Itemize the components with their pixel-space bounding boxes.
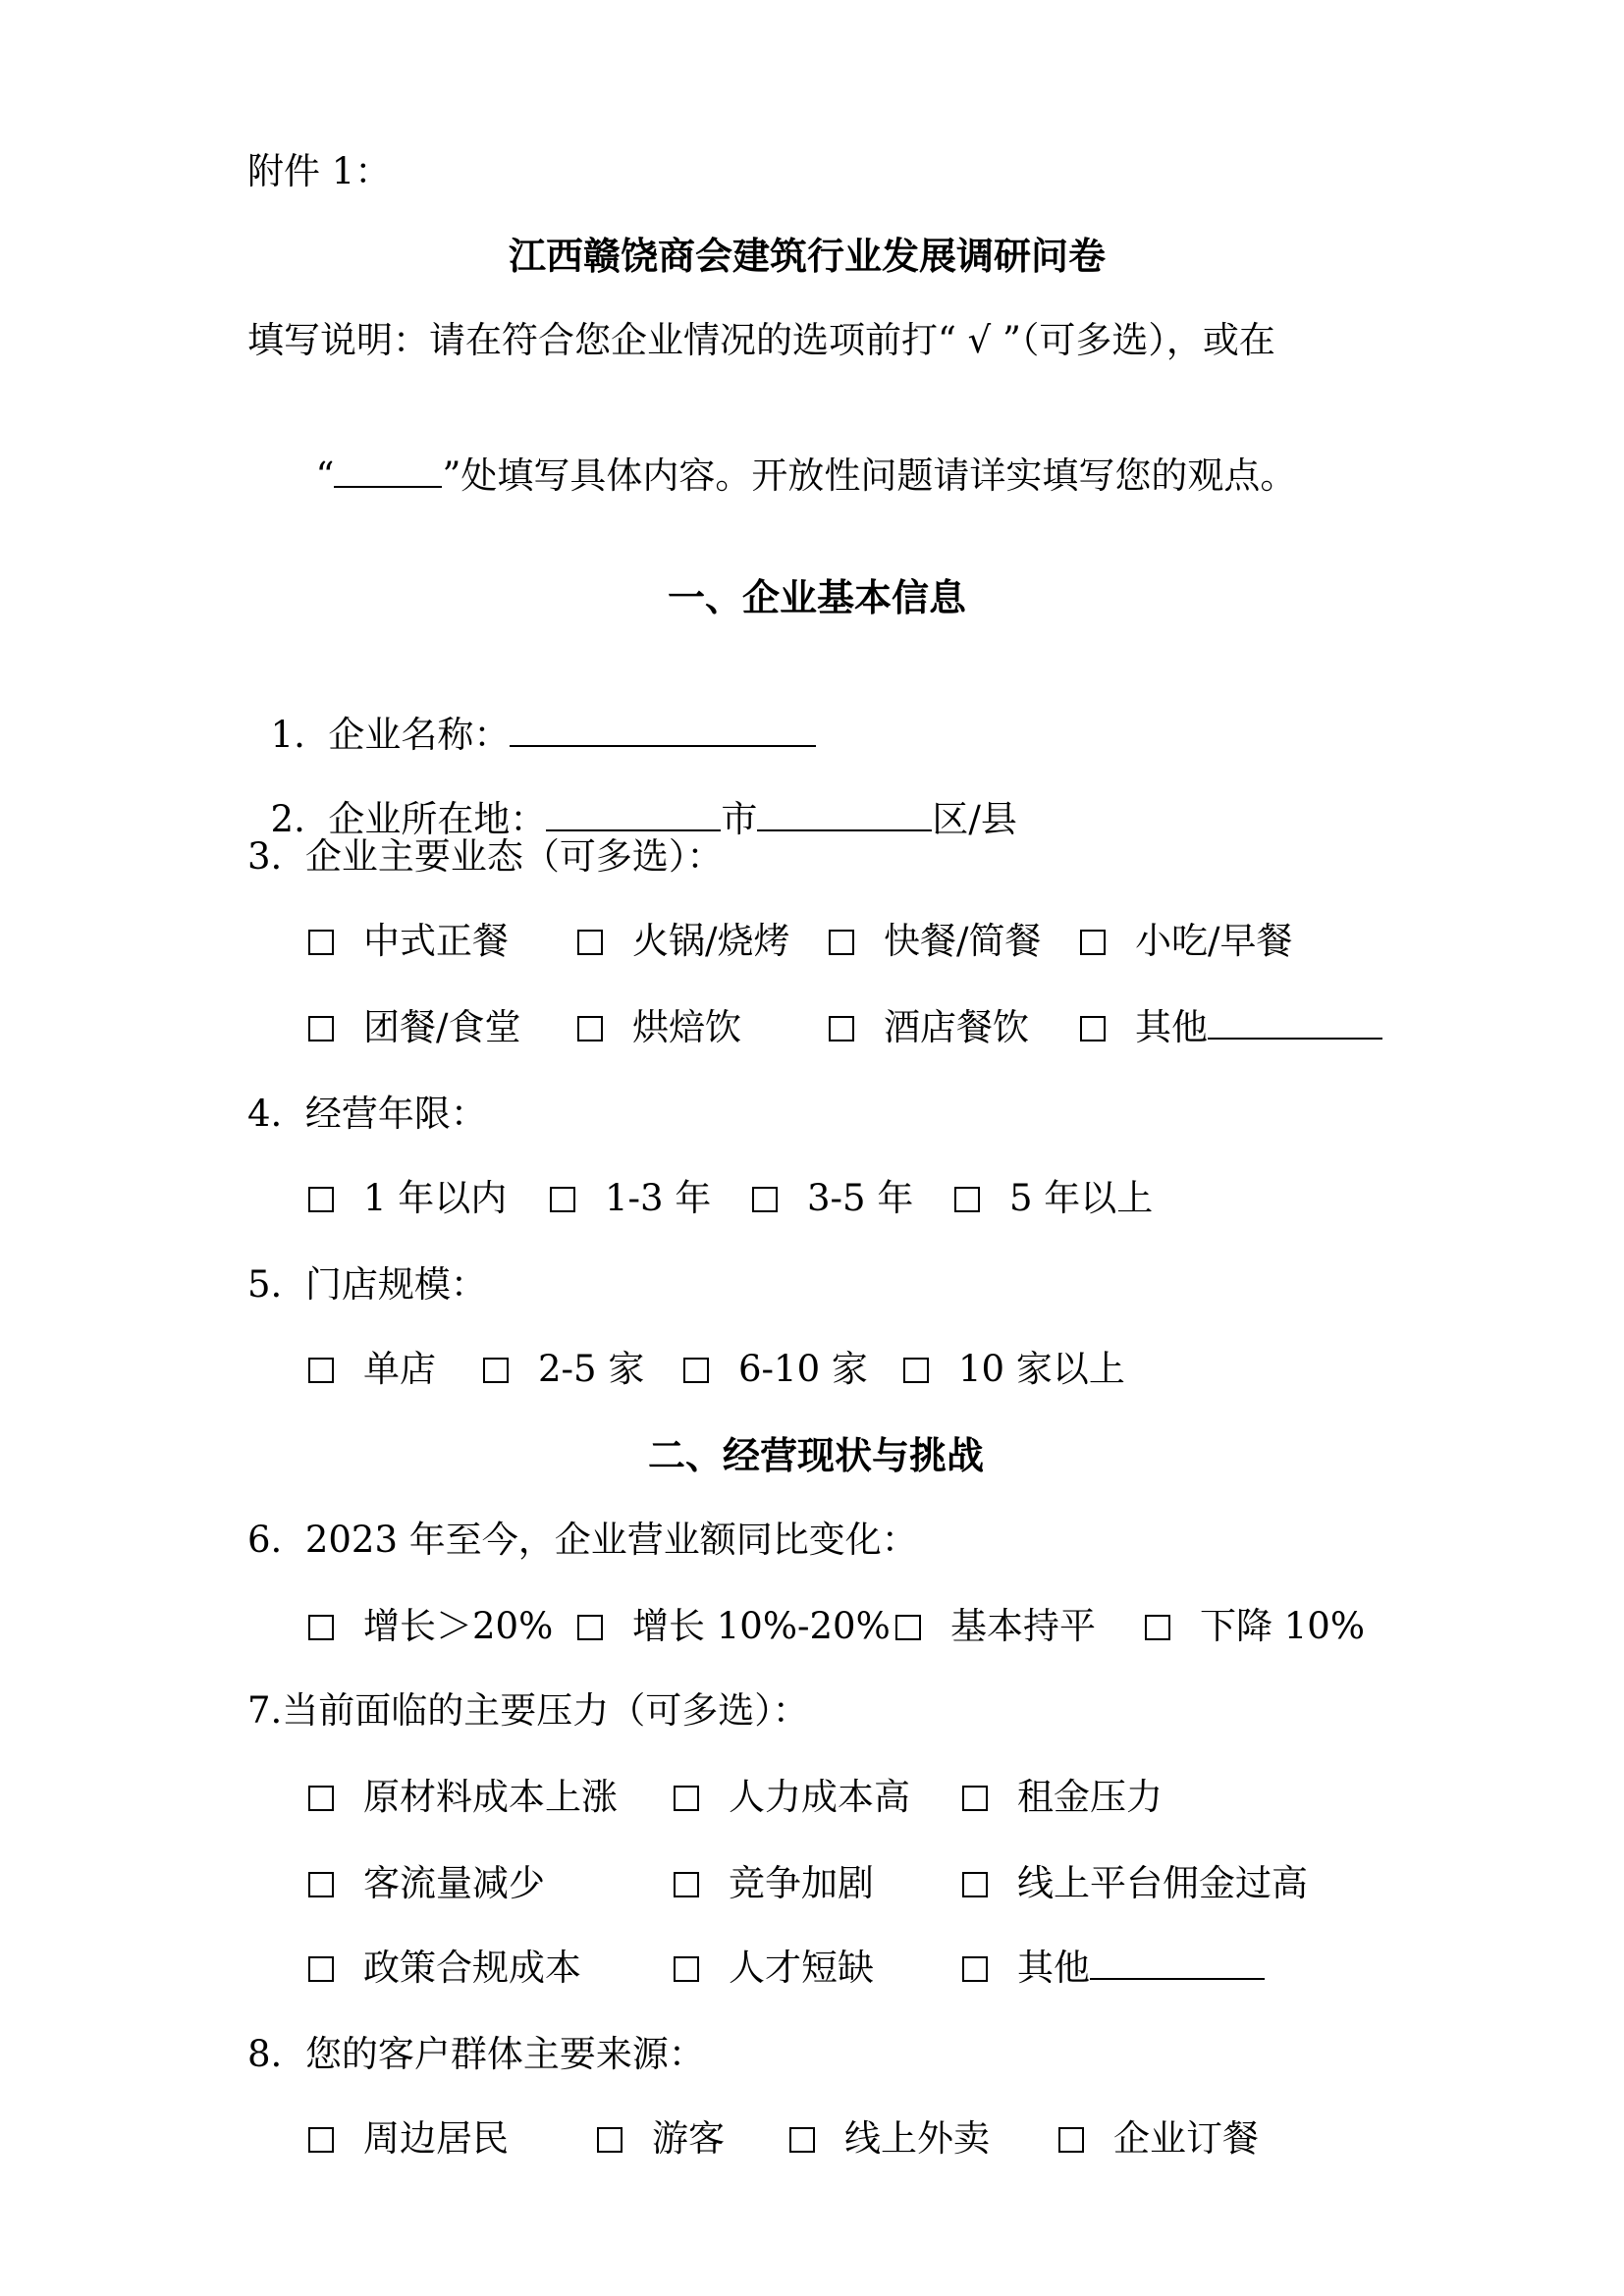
other-field[interactable] bbox=[1208, 1004, 1382, 1040]
checkbox[interactable] bbox=[829, 1016, 854, 1041]
q5-option[interactable] bbox=[683, 1345, 868, 1394]
option-label: 周边居民 bbox=[363, 2117, 509, 2160]
checkbox[interactable] bbox=[752, 1187, 778, 1212]
question-1-label: 1. 企业名称： bbox=[270, 714, 511, 756]
q5-option[interactable] bbox=[903, 1345, 1125, 1394]
q3-option[interactable] bbox=[829, 1003, 1029, 1052]
q5-option[interactable] bbox=[483, 1345, 644, 1394]
option-label: 下降 10% bbox=[1200, 1605, 1365, 1647]
city-unit: 市 bbox=[721, 798, 758, 840]
checkbox[interactable] bbox=[577, 1615, 603, 1640]
q7-option[interactable] bbox=[674, 1773, 910, 1822]
checkbox[interactable] bbox=[577, 930, 603, 955]
option-label: 小吃/早餐 bbox=[1135, 920, 1293, 962]
q7-option-other[interactable] bbox=[962, 1944, 1265, 1993]
checkbox[interactable] bbox=[308, 1187, 334, 1212]
option-label: 租金压力 bbox=[1017, 1776, 1163, 1818]
option-label: 线上外卖 bbox=[844, 2117, 990, 2160]
option-label: 1-3 年 bbox=[605, 1177, 712, 1219]
checkbox[interactable] bbox=[550, 1187, 575, 1212]
question-6-label: 6. 2023 年至今，企业营业额同比变化： bbox=[247, 1519, 918, 1561]
q4-option[interactable] bbox=[550, 1174, 711, 1223]
checkbox[interactable] bbox=[308, 1786, 334, 1811]
checkbox[interactable] bbox=[308, 1358, 334, 1383]
checkbox[interactable] bbox=[674, 1872, 699, 1897]
q3-option[interactable] bbox=[577, 917, 789, 966]
checkbox[interactable] bbox=[577, 1016, 603, 1041]
question-2-label: 2. 企业所在地： bbox=[270, 798, 547, 840]
option-label: 快餐/简餐 bbox=[884, 920, 1042, 962]
document-title: 江西赣饶商会建筑行业发展调研问卷 bbox=[509, 235, 1107, 278]
q7-option[interactable] bbox=[308, 1944, 581, 1993]
option-label: 6-10 家 bbox=[738, 1348, 868, 1390]
q4-option[interactable] bbox=[308, 1174, 507, 1223]
option-label: 游客 bbox=[652, 2117, 725, 2160]
q8-option[interactable] bbox=[1058, 2114, 1259, 2163]
option-label: 其他 bbox=[1017, 1947, 1090, 1989]
option-label: 增长 10%-20% bbox=[632, 1605, 891, 1647]
q3-option[interactable] bbox=[308, 917, 509, 966]
option-label: 酒店餐饮 bbox=[884, 1006, 1029, 1048]
checkbox[interactable] bbox=[829, 930, 854, 955]
option-label: 5 年以上 bbox=[1009, 1177, 1154, 1219]
q8-option[interactable] bbox=[789, 2114, 990, 2163]
city-field[interactable] bbox=[546, 796, 721, 831]
option-label: 客流量减少 bbox=[363, 1862, 545, 1904]
checkbox[interactable] bbox=[683, 1358, 709, 1383]
option-label: 2-5 家 bbox=[538, 1348, 645, 1390]
question-8-label: 8. 您的客户群体主要来源： bbox=[247, 2033, 705, 2075]
instructions-quote-open: “ bbox=[315, 454, 335, 497]
section-1-heading: 一、企业基本信息 bbox=[668, 576, 967, 619]
checkbox[interactable] bbox=[308, 1615, 334, 1640]
question-5-label: 5. 门店规模： bbox=[247, 1263, 487, 1306]
option-label: 增长＞20% bbox=[363, 1605, 554, 1647]
checkbox[interactable] bbox=[1058, 2127, 1084, 2153]
checkbox[interactable] bbox=[674, 1956, 699, 1982]
q8-option[interactable] bbox=[597, 2114, 725, 2163]
q4-option[interactable] bbox=[752, 1174, 913, 1223]
q7-option[interactable] bbox=[308, 1859, 545, 1908]
option-label: 中式正餐 bbox=[363, 920, 509, 962]
q5-option[interactable] bbox=[308, 1345, 436, 1394]
attachment-label: 附件 1： bbox=[247, 150, 392, 192]
section-2-heading: 二、经营现状与挑战 bbox=[648, 1434, 985, 1477]
q3-option[interactable] bbox=[1080, 917, 1292, 966]
q7-option[interactable] bbox=[962, 1773, 1163, 1822]
q8-option[interactable] bbox=[308, 2114, 509, 2163]
checkbox[interactable] bbox=[308, 930, 334, 955]
question-2 bbox=[247, 746, 1017, 844]
checkbox[interactable] bbox=[903, 1358, 929, 1383]
instructions-rest: ”处填写具体内容。开放性问题请详实填写您的观点。 bbox=[442, 454, 1297, 497]
checkbox[interactable] bbox=[1080, 930, 1106, 955]
company-name-field[interactable] bbox=[510, 712, 816, 747]
checkbox[interactable] bbox=[1145, 1615, 1170, 1640]
checkbox[interactable] bbox=[483, 1358, 509, 1383]
option-label: 政策合规成本 bbox=[363, 1947, 581, 1989]
instructions-blank bbox=[334, 453, 442, 488]
q3-option[interactable] bbox=[577, 1003, 741, 1052]
q7-option[interactable] bbox=[674, 1944, 874, 1993]
question-3-label: 3. 企业主要业态（可多选）： bbox=[247, 835, 724, 878]
question-1 bbox=[247, 662, 816, 760]
option-label: 基本持平 bbox=[950, 1605, 1096, 1647]
option-label: 团餐/食堂 bbox=[363, 1006, 521, 1048]
instructions-line-2 bbox=[293, 402, 1296, 501]
option-label: 人才短缺 bbox=[729, 1947, 874, 1989]
other-field[interactable] bbox=[1090, 1945, 1265, 1980]
checkbox[interactable] bbox=[962, 1786, 988, 1811]
option-label: 1 年以内 bbox=[363, 1177, 508, 1219]
option-label: 其他 bbox=[1135, 1006, 1208, 1048]
option-label: 企业订餐 bbox=[1113, 2117, 1259, 2160]
checkbox[interactable] bbox=[962, 1872, 988, 1897]
option-label: 3-5 年 bbox=[807, 1177, 914, 1219]
district-unit: 区/县 bbox=[932, 798, 1017, 840]
checkbox[interactable] bbox=[895, 1615, 921, 1640]
question-4-label: 4. 经营年限： bbox=[247, 1093, 487, 1135]
option-label: 线上平台佣金过高 bbox=[1017, 1862, 1308, 1904]
district-field[interactable] bbox=[757, 796, 932, 831]
option-label: 原材料成本上涨 bbox=[363, 1776, 618, 1818]
option-label: 10 家以上 bbox=[958, 1348, 1125, 1390]
q7-option[interactable] bbox=[962, 1859, 1308, 1908]
checkbox[interactable] bbox=[954, 1187, 980, 1212]
checkbox[interactable] bbox=[962, 1956, 988, 1982]
checkbox[interactable] bbox=[597, 2127, 623, 2153]
option-label: 单店 bbox=[363, 1348, 436, 1390]
checkbox[interactable] bbox=[308, 1956, 334, 1982]
q6-option[interactable] bbox=[308, 1602, 553, 1651]
instructions-line-1: 填写说明：请在符合您企业情况的选项前打“ √ ”（可多选），或在 bbox=[247, 319, 1275, 361]
option-label: 火锅/烧烤 bbox=[632, 920, 790, 962]
q3-option-other[interactable] bbox=[1080, 1003, 1382, 1052]
q3-option[interactable] bbox=[829, 917, 1041, 966]
option-label: 烘焙饮 bbox=[632, 1006, 741, 1048]
option-label: 人力成本高 bbox=[729, 1776, 910, 1818]
option-label: 竞争加剧 bbox=[729, 1862, 874, 1904]
checkbox[interactable] bbox=[1080, 1016, 1106, 1041]
q6-option[interactable] bbox=[577, 1602, 891, 1651]
checkbox[interactable] bbox=[308, 2127, 334, 2153]
checkbox[interactable] bbox=[674, 1786, 699, 1811]
question-7-label: 7.当前面临的主要压力（可多选）： bbox=[247, 1689, 809, 1732]
q6-option[interactable] bbox=[1145, 1602, 1365, 1651]
checkbox[interactable] bbox=[308, 1872, 334, 1897]
q7-option[interactable] bbox=[308, 1773, 618, 1822]
q7-option[interactable] bbox=[674, 1859, 874, 1908]
checkbox[interactable] bbox=[789, 2127, 815, 2153]
checkbox[interactable] bbox=[308, 1016, 334, 1041]
q4-option[interactable] bbox=[954, 1174, 1153, 1223]
q6-option[interactable] bbox=[895, 1602, 1096, 1651]
q3-option[interactable] bbox=[308, 1003, 520, 1052]
